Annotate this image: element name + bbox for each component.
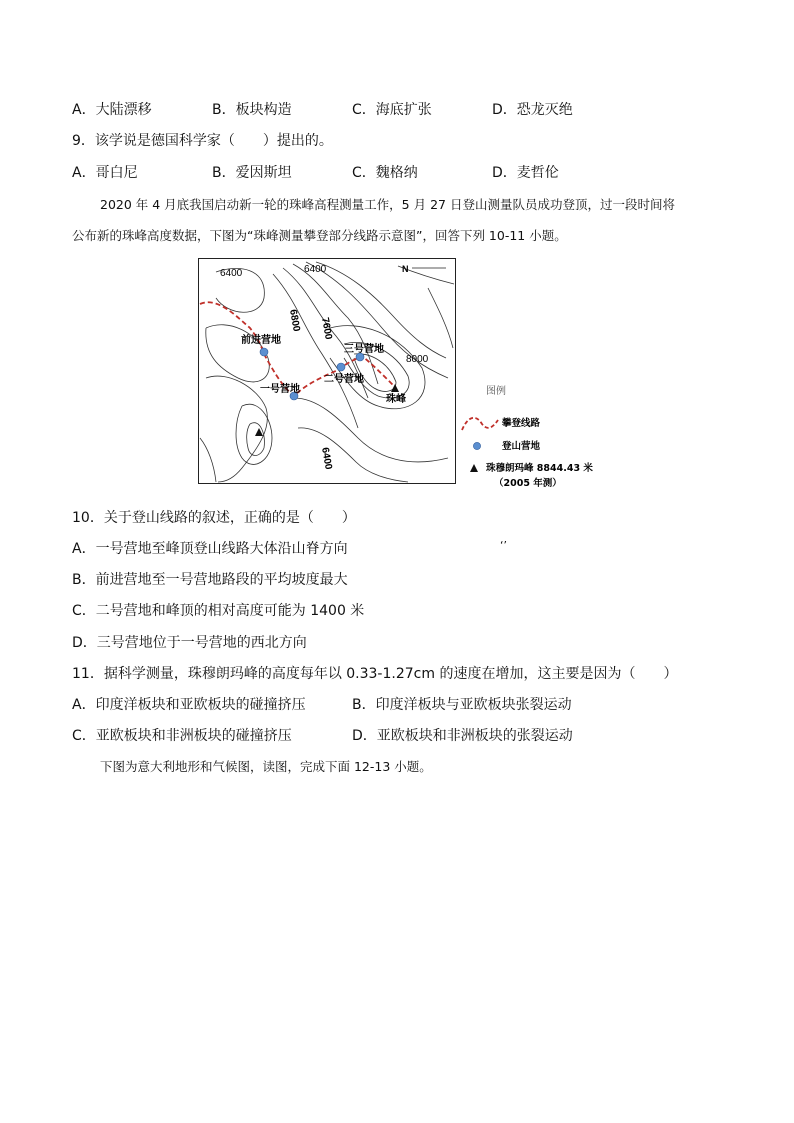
q10-option-d[interactable]: D．三号营地位于一号营地的西北方向 — [72, 635, 307, 651]
q9-option-d[interactable]: D．麦哲伦 — [492, 165, 559, 181]
q11-option-b[interactable]: B．印度洋板块与亚欧板块张裂运动 — [352, 697, 572, 713]
q10-option-b[interactable]: B．前进营地至一号营地路段的平均坡度最大 — [72, 572, 348, 588]
legend-route-icon — [462, 418, 498, 430]
passage-1-line-2: 公布新的珠峰高度数据，下图为“珠峰测量攀登部分线路示意图”，回答下列 10-11 小题。 — [72, 228, 567, 243]
q11-option-c[interactable]: C．亚欧板块和非洲板块的碰撞挤压 — [72, 728, 292, 744]
legend-peak-label: 珠穆朗玛峰 8844.43 米 — [486, 463, 593, 474]
passage-2: 下图为意大利地形和气候图，读图，完成下面 12-13 小题。 — [100, 759, 432, 774]
everest-route-map — [198, 258, 456, 484]
legend-route-label: 攀登线路 — [502, 418, 541, 429]
contour-label-6400-c: 6400 — [319, 446, 334, 471]
q10-option-a[interactable]: A．一号营地至峰顶登山线路大体沿山脊方向 — [72, 541, 348, 557]
legend-peak-icon — [470, 464, 478, 472]
q9-option-c[interactable]: C．魏格纳 — [352, 165, 418, 181]
map-legend — [458, 380, 628, 490]
q9-stem: 9．该学说是德国科学家（ ）提出的。 — [72, 133, 333, 149]
contour-label-6400-a: 6400 — [220, 268, 243, 279]
legend-peak-year: （2005 年测） — [494, 478, 562, 489]
q11-option-a[interactable]: A．印度洋板块和亚欧板块的碰撞挤压 — [72, 697, 306, 713]
q8-option-d[interactable]: D．恐龙灭绝 — [492, 102, 573, 118]
q9-option-b[interactable]: B．爱因斯坦 — [212, 165, 292, 181]
q11-stem: 11．据科学测量，珠穆朗玛峰的高度每年以 0.33-1.27cm 的速度在增加，这主要是因为（ ） — [72, 666, 678, 682]
camp-2-label: 二号营地 — [324, 374, 364, 385]
advance-camp-marker — [260, 348, 268, 356]
legend-camp-icon — [473, 442, 480, 449]
advance-camp-label: 前进营地 — [241, 335, 281, 346]
camp-2-marker — [337, 363, 345, 371]
q10-stem: 10．关于登山线路的叙述，正确的是（ ） — [72, 510, 356, 526]
camp-3-label: 三号营地 — [344, 344, 384, 355]
passage-1-line-1: 2020 年 4 月底我国启动新一轮的珠峰高程测量工作，5 月 27 日登山测量队员成功登顶，过一段时间将 — [100, 197, 675, 212]
north-label: N — [402, 264, 409, 274]
q8-option-a[interactable]: A．大陆漂移 — [72, 102, 152, 118]
q11-option-d[interactable]: D．亚欧板块和非洲板块的张裂运动 — [352, 728, 573, 744]
q10-option-c[interactable]: C．二号营地和峰顶的相对高度可能为 1400 米 — [72, 603, 365, 619]
legend-title: 图例 — [486, 386, 506, 397]
camp-1-label: 一号营地 — [260, 384, 300, 395]
q8-option-b[interactable]: B．板块构造 — [212, 102, 292, 118]
summit-label: 珠峰 — [386, 394, 406, 405]
legend-camp-label: 登山营地 — [502, 441, 541, 452]
contour-label-8000: 8000 — [406, 354, 429, 365]
q8-option-c[interactable]: C．海底扩张 — [352, 102, 432, 118]
q9-option-a[interactable]: A．哥白尼 — [72, 165, 138, 181]
contour-label-6800: 6800 — [287, 308, 302, 333]
contour-label-6400-b: 6400 — [304, 264, 327, 275]
stray-mark: ‘’ — [500, 539, 507, 552]
contour-label-7600: 7600 — [319, 316, 334, 341]
